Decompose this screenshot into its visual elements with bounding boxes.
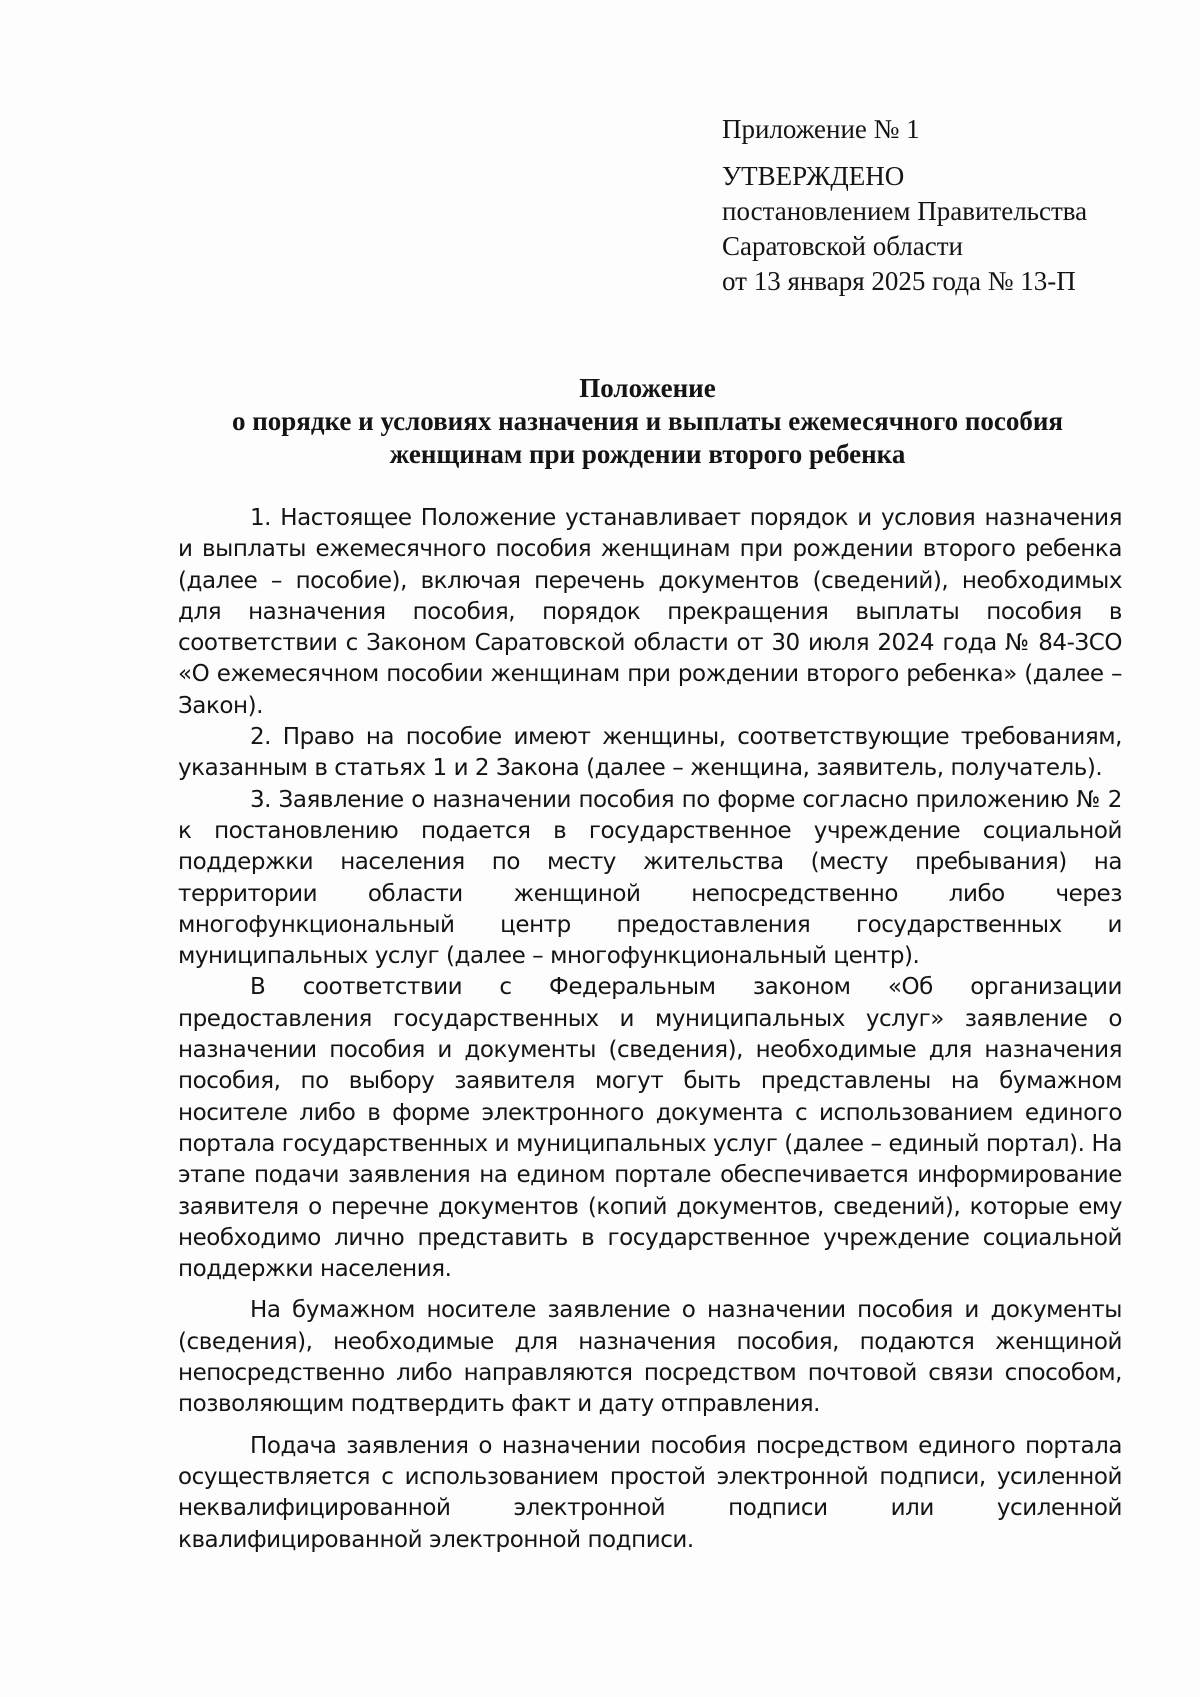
paragraph-4: В соответствии с Федеральным законом «Об организации предоставления государственных и муниципальных услуг» заявление о назначении пособия и документы (сведения), необходимые для назначения пособия, по выбору заявителя могут быть представлены на бумажном носителе либо в форме электронного документа с использованием единого портала государственных и муниципальных услуг (далее – единый портал). На этапе подачи заявления на едином портале обеспечивается информирование заявителя о перечне документов (копий документов, сведений), которые ему необходимо лично представить в государственное учреждение социальной поддержки населения. [178, 974, 1122, 1283]
title-line-2: о порядке и условиях назначения и выплаты ежемесячного пособия [231, 406, 1064, 436]
paragraph-5: На бумажном носителе заявление о назначении пособия и документы (сведения), необходимые для назначения пособия, подаются женщиной непосредственно либо направляются посредством почтовой связи способом, позволяющим подтвердить факт и дату отправления. [178, 1297, 1122, 1418]
approved-by-line-3: от 13 января 2025 года № 13-П [722, 266, 1076, 296]
paragraph-6: Подача заявления о назначении пособия посредством единого портала осуществляется с использованием простой электронной подписи, усиленной неквалифицированной электронной подписи или усиленной квалифицированной электронной подписи. [178, 1432, 1122, 1553]
paragraph-1: 1. Настоящее Положение устанавливает порядок и условия назначения и выплаты ежемесячного пособия женщинам при рождении второго ребенка (далее – пособие), включая перечень документов (сведений), необходимых для назначения пособия, порядок прекращения выплаты пособия в соответствии с Законом Саратовской области от 30 июля 2024 года № 84-ЗСО «О ежемесячном пособии женщинам при рождении второго ребенка» (далее – Закон). [178, 505, 1122, 719]
approved-by-line-2: Саратовской области [722, 231, 963, 261]
approved-by-line-1: постановлением Правительства [722, 196, 1088, 226]
paragraph-2: 2. Право на пособие имеют женщины, соответствующие требованиям, указанным в статьях 1 и 2 Закона (далее – женщина, заявитель, получатель). [178, 724, 1122, 782]
document-body [178, 503, 1122, 1556]
approved-label: УТВЕРЖДЕНО [722, 161, 905, 191]
approval-stamp-block [722, 112, 1142, 299]
appendix-number: Приложение № 1 [722, 114, 920, 144]
title-line-3: женщинам при рождении второго ребенка [389, 439, 906, 469]
title-line-1: Положение [579, 373, 716, 403]
document-title [160, 372, 1135, 471]
paragraph-3: 3. Заявление о назначении пособия по форме согласно приложению № 2 к постановлению подается в государственное учреждение социальной поддержки населения по месту жительства (месту пребывания) на территории области женщиной непосредственно либо через многофункциональный центр предоставления государственных и муниципальных услуг (далее – многофункциональный центр). [178, 786, 1122, 970]
